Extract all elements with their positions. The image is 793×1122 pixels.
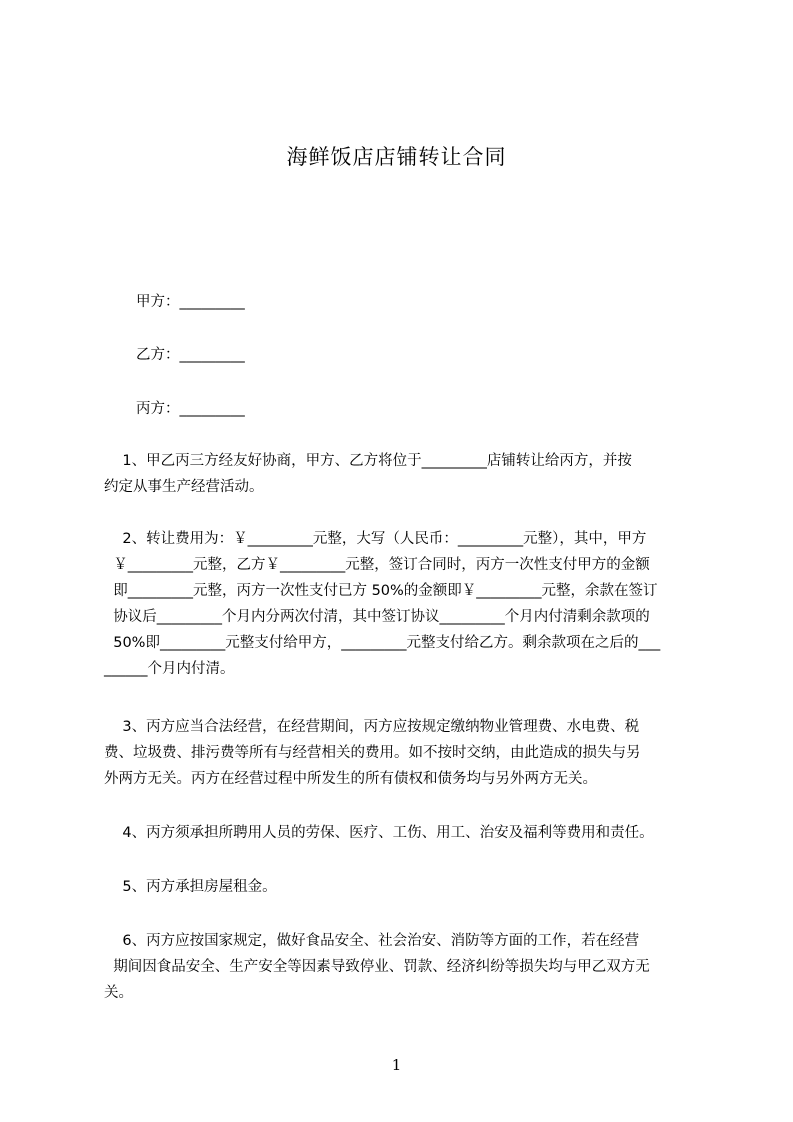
clause-line: 外两方无关。丙方在经营过程中所发生的所有债权和债务均与另外两方无关。 [104, 771, 597, 787]
clause-line: 约定从事生产经营活动。 [104, 479, 264, 495]
clause-line: 5、丙方承担房屋租金。 [104, 879, 277, 895]
clause-line: 即_________元整，丙方一次性支付已方 50%的金额即￥_________元整，余款在签订 [104, 583, 658, 599]
clause-line: 费、垃圾费、排污费等所有与经营相关的费用。如不按时交纳，由此造成的损失与另 [104, 745, 641, 761]
clause-line: ￥_________元整，乙方￥_________元整，签订合同时，丙方一次性支付甲方的金额 [104, 557, 650, 573]
clause-1 [104, 448, 714, 500]
clause-line: 协议后_________个月内分两次付清，其中签订协议_________个月内付清剩余款项的 [104, 609, 650, 625]
party-a-line: 甲方：_________ [136, 294, 245, 310]
clause-line: 1、甲乙丙三方经友好协商，甲方、乙方将位于_________店铺转让给丙方，并按 [104, 453, 632, 469]
clause-line: ______个月内付清。 [104, 661, 235, 677]
clause-line: 4、丙方须承担所聘用人员的劳保、医疗、工伤、用工、治安及福利等费用和责任。 [104, 825, 654, 841]
clause-line: 3、丙方应当合法经营，在经营期间，丙方应按规定缴纳物业管理费、水电费、税 [104, 719, 640, 735]
clause-line: 50%即_________元整支付给甲方，_________元整支付给乙方。剩余款项在之后的___ [104, 635, 661, 651]
clause-3 [104, 714, 714, 792]
contract-title: 海鲜饭店店铺转让合同 [286, 145, 507, 169]
clause-6 [104, 928, 714, 1006]
clause-5 [104, 874, 714, 900]
clause-line: 6、丙方应按国家规定，做好食品安全、社会治安、消防等方面的工作，若在经营 [104, 933, 640, 949]
clause-line: 2、转让费用为：￥_________元整，大写（人民币：_________元整），其中，甲方 [104, 531, 647, 547]
clause-2 [104, 526, 714, 682]
clause-line: 期间因食品安全、生产安全等因素导致停业、罚款、经济纠纷等损失均与甲乙双方无 [104, 959, 650, 975]
clause-4 [104, 820, 714, 846]
party-b-line: 乙方：_________ [136, 347, 245, 363]
party-c-line: 丙方：_________ [136, 401, 245, 417]
page-number: 1 [391, 1056, 402, 1074]
clause-line: 关。 [104, 985, 133, 1001]
